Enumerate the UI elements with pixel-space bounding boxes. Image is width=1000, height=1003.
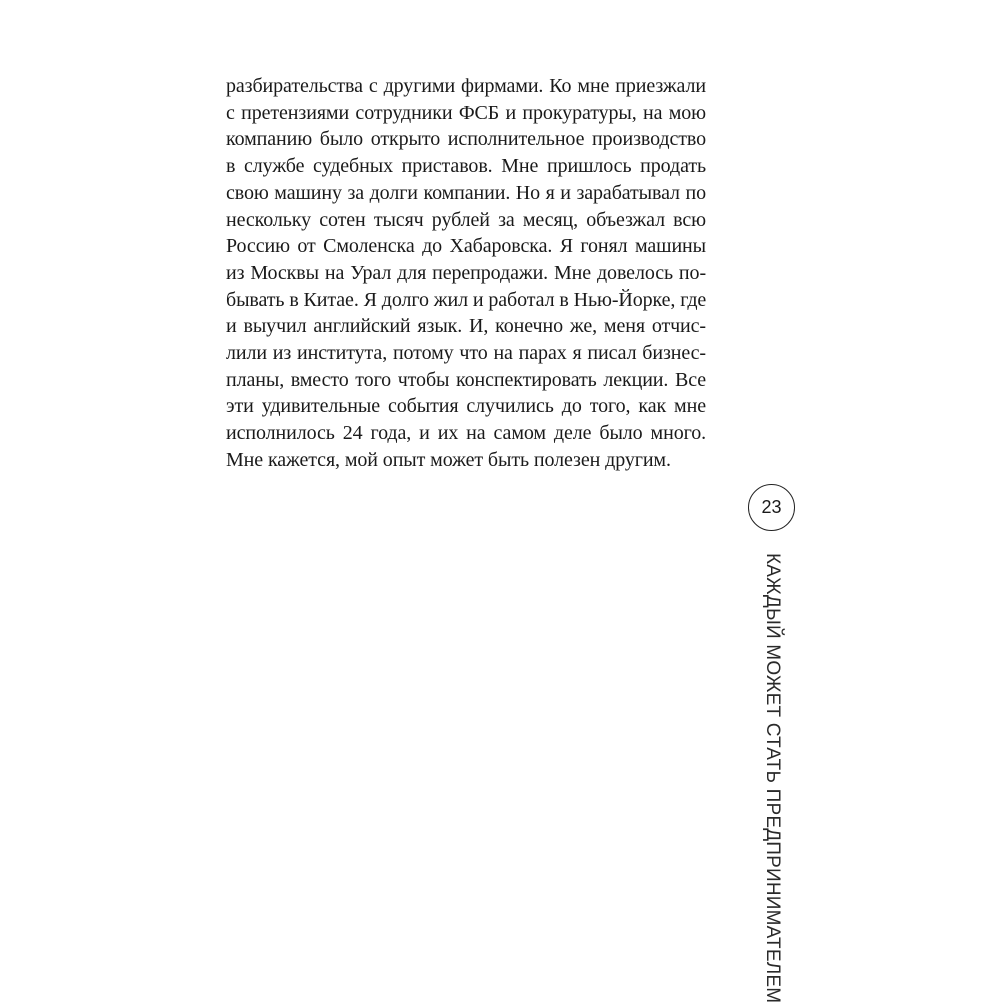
running-title-text: КАЖДЫЙ МОЖЕТ СТАТЬ ПРЕДПРИНИМАТЕЛЕМ: [762, 553, 783, 1003]
body-paragraph: [226, 73, 706, 474]
text-line: нескольку сотен тысяч рублей за месяц, объезжал всю: [226, 208, 706, 231]
page-number: 23: [761, 497, 782, 517]
running-title: [759, 553, 785, 1003]
text-line: планы, вместо того чтобы конспектировать лекции. Все: [226, 368, 706, 391]
text-line: компанию было открыто исполнительное производство: [226, 128, 706, 151]
text-line: разбирательства с другими фирмами. Ко мне приезжали: [226, 75, 706, 97]
text-line: бывать в Китае. Я долго жил и работал в Нью-Йорке, где: [226, 288, 707, 311]
text-line: Мне кажется, мой опыт может быть полезен другим.: [226, 448, 671, 471]
text-line: в службе судебных приставов. Мне пришлось продать: [226, 155, 706, 178]
text-line: и выучил английский язык. И, конечно же, меня отчис-: [226, 315, 706, 338]
text-line: с претензиями сотрудники ФСБ и прокуратуры, на мою: [226, 101, 706, 124]
text-line: Россию от Смоленска до Хабаровска. Я гонял машины: [226, 235, 706, 258]
text-line: из Москвы на Урал для перепродажи. Мне довелось по-: [226, 261, 706, 284]
text-line: лили из института, потому что на парах я писал бизнес-: [226, 342, 706, 365]
text-line: свою машину за долги компании. Но я и зарабатывал по: [226, 181, 706, 204]
text-line: исполнилось 24 года, и их на самом деле было много.: [226, 422, 706, 445]
page-number-badge: [748, 484, 795, 531]
text-line: эти удивительные события случились до того, как мне: [226, 395, 706, 418]
